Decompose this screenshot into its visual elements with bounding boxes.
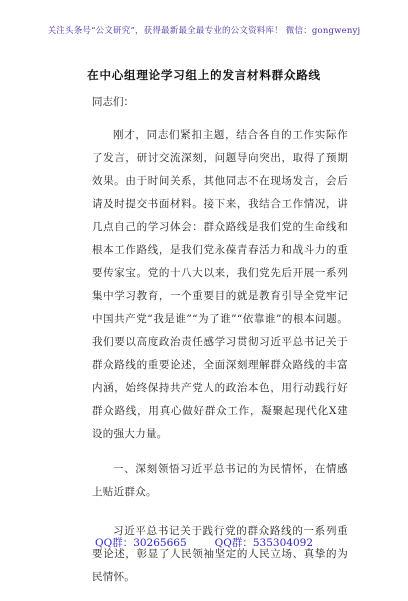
document-body bbox=[92, 91, 348, 601]
section-heading: 一、深刻领悟习近平总书记的为民情怀，在情感上贴近群众。 bbox=[92, 463, 348, 498]
header-banner: 关注头条号“公文研究”，获得最新最全最专业的公文资料库！ 微信：gongwenyj bbox=[47, 26, 361, 36]
salutation: 同志们： bbox=[92, 96, 134, 108]
footer-contact bbox=[0, 535, 408, 550]
document-title: 在中心组理论学习组上的发言材料群众路线 bbox=[87, 68, 321, 82]
qq-group-2: QQ群：535304092 bbox=[214, 537, 313, 549]
body-paragraph: 刚才，同志们紧扣主题，结合各自的工作实际作了发言，研讨交流深刻，问题导向突出，取得了预期效果。由于时间关系，其他同志不在现场发言，会后请及时提交书面材料。接下来，我结合工作情况，讲几点自己的学习体会：群众路线是我们党的生命线和根本工作路线，是我们党永葆青春活力和战斗力的重要传家宝。党的十八大以来，我们党先后开展一系列集中学习教育，一个重要目的就是教育引导全党牢记中国共产党“我是谁”“为了谁”“依靠谁”的根本问题。我们要以高度政治责任感学习贯彻习近平总书记关于群众路线的重要论述，全面深刻理解群众路线的丰富内涵，始终保持共产党人的政治本色，用行动践行好群众路线，用真心做好群众工作，凝聚起现代化X建设的强大力量。 bbox=[92, 129, 348, 440]
qq-group-1: QQ群：30265665 bbox=[94, 537, 187, 549]
body-paragraph: 习近平总书记关于践行党的群众路线的一系列重要论述，彰显了人民领袖坚定的人民立场、真挚的为民情怀。 bbox=[92, 525, 348, 583]
